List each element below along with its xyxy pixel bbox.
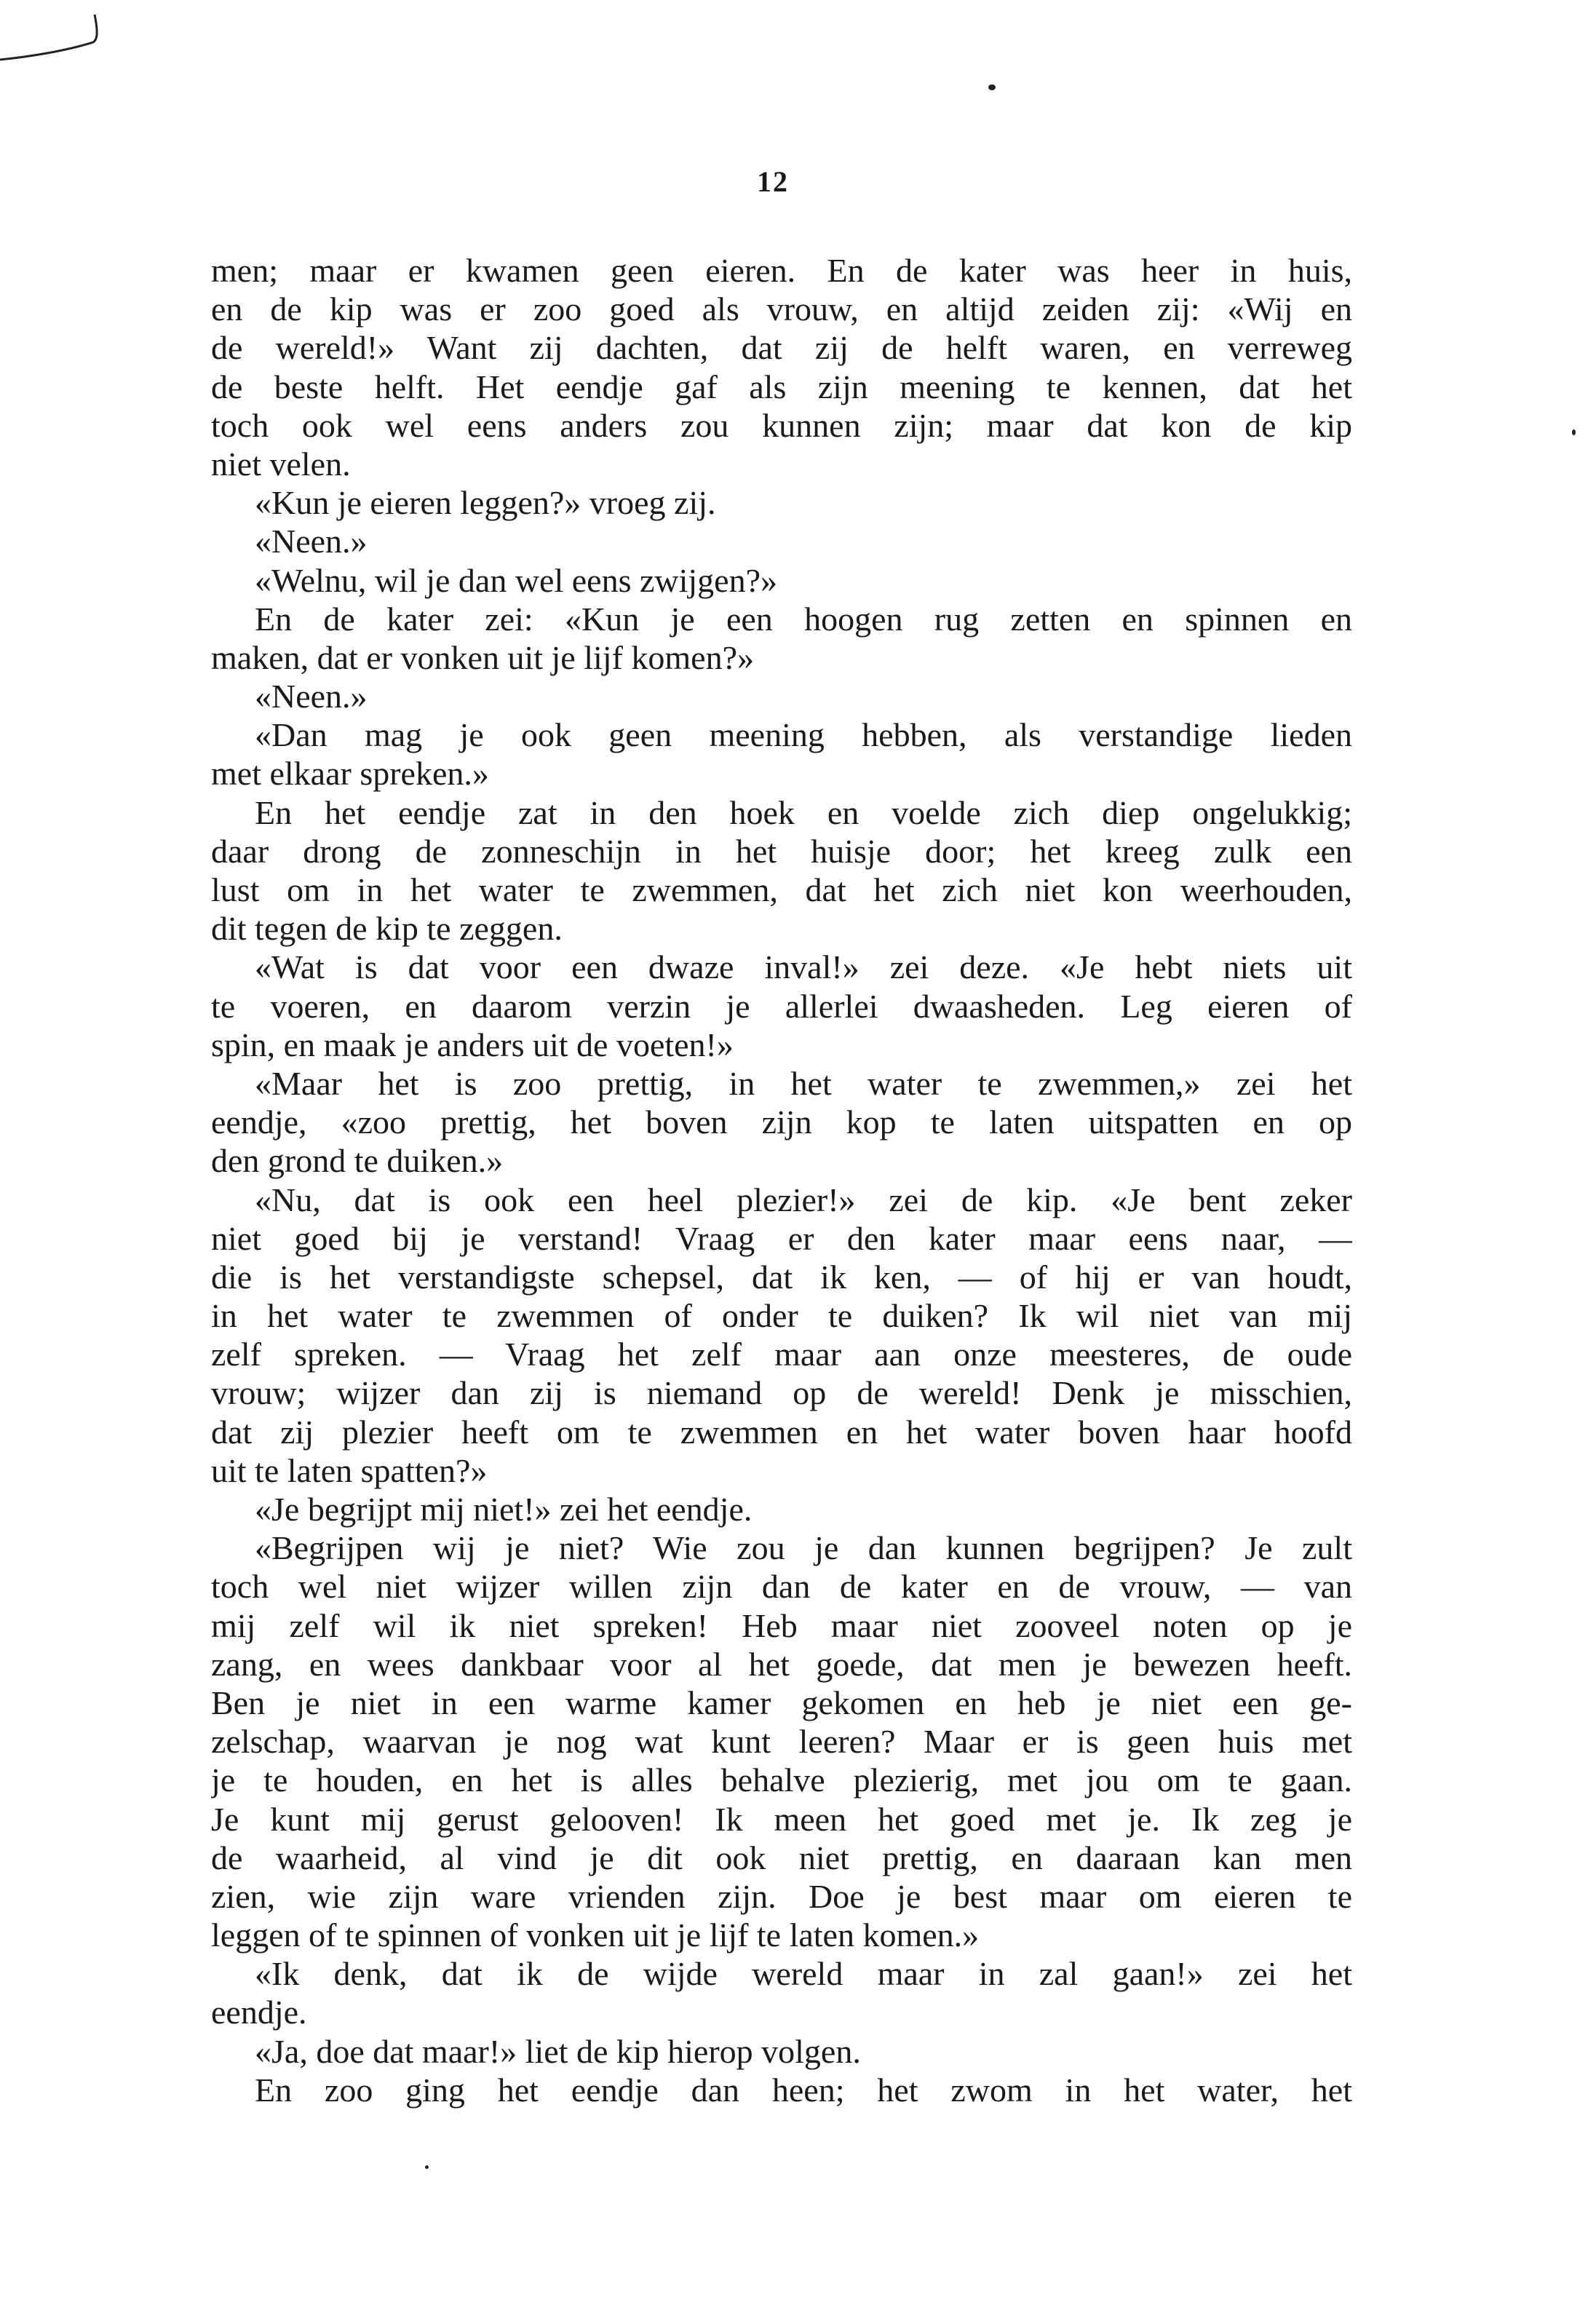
text-line: «Kun je eieren leggen?» vroeg zij. bbox=[255, 484, 716, 522]
ink-speck bbox=[988, 84, 996, 90]
text-line: in het water te zwemmen of onder te duiken? Ik wil niet van mij bbox=[211, 1297, 1352, 1335]
text-line: Ben je niet in een warme kamer gekomen en heb je niet een ge- bbox=[211, 1684, 1352, 1721]
text-line: «Neen.» bbox=[255, 523, 368, 560]
text-line: dat zij plezier heeft om te zwemmen en het water boven haar hoofd bbox=[211, 1413, 1352, 1451]
text-line: uit te laten spatten?» bbox=[211, 1451, 488, 1489]
text-line: je te houden, en het is alles behalve plezierig, met jou om te gaan. bbox=[211, 1761, 1352, 1799]
text-line: «Wat is dat voor een dwaze inval!» zei deze. «Je hebt niets uit bbox=[255, 948, 1352, 986]
text-line: den grond te duiken.» bbox=[211, 1142, 504, 1180]
text-line: «Ik denk, dat ik de wijde wereld maar in zal gaan!» zei het bbox=[255, 1955, 1352, 1993]
text-line: «Ja, doe dat maar!» liet de kip hierop volgen. bbox=[255, 2032, 861, 2070]
text-line: eendje, «zoo prettig, het boven zijn kop te laten uitspatten en op bbox=[211, 1103, 1352, 1141]
text-line: niet velen. bbox=[211, 445, 351, 483]
corner-pencil-mark bbox=[0, 0, 116, 73]
text-line: te voeren, en daarom verzin je allerlei dwaasheden. Leg eieren of bbox=[211, 987, 1352, 1025]
text-line: zien, wie zijn ware vrienden zijn. Doe je best maar om eieren te bbox=[211, 1877, 1352, 1915]
text-line: mij zelf wil ik niet spreken! Heb maar niet zooveel noten op je bbox=[211, 1606, 1352, 1644]
text-line: en de kip was er zoo goed als vrouw, en altijd zeiden zij: «Wij en bbox=[211, 290, 1352, 328]
text-line: zang, en wees dankbaar voor al het goede, dat men je bewezen heeft. bbox=[211, 1645, 1352, 1683]
text-line: lust om in het water te zwemmen, dat het zich niet kon weerhouden, bbox=[211, 871, 1352, 908]
text-line: vrouw; wijzer dan zij is niemand op de wereld! Denk je misschien, bbox=[211, 1374, 1352, 1412]
text-line: die is het verstandigste schepsel, dat ik ken, — of hij er van houdt, bbox=[211, 1258, 1352, 1296]
text-line: niet goed bij je verstand! Vraag er den kater maar eens naar, — bbox=[211, 1219, 1352, 1257]
text-line: En zoo ging het eendje dan heen; het zwom in het water, het bbox=[255, 2071, 1352, 2109]
text-line: zelf spreken. — Vraag het zelf maar aan onze meesteres, de oude bbox=[211, 1336, 1352, 1373]
text-line: «Neen.» bbox=[255, 678, 368, 715]
text-line: spin, en maak je anders uit de voeten!» bbox=[211, 1026, 734, 1063]
text-line: «Begrijpen wij je niet? Wie zou je dan kunnen begrijpen? Je zult bbox=[255, 1529, 1352, 1567]
body-text bbox=[211, 251, 1352, 2109]
text-line: Je kunt mij gerust gelooven! Ik meen het goed met je. Ik zeg je bbox=[211, 1800, 1352, 1838]
text-line: toch ook wel eens anders zou kunnen zijn; maar dat kon de kip bbox=[211, 406, 1352, 444]
text-line: En het eendje zat in den hoek en voelde zich diep ongelukkig; bbox=[255, 793, 1352, 831]
text-line: de beste helft. Het eendje gaf als zijn meening te kennen, dat het bbox=[211, 368, 1352, 405]
text-line: met elkaar spreken.» bbox=[211, 755, 489, 793]
ink-speck bbox=[1572, 429, 1576, 435]
text-line: En de kater zei: «Kun je een hoogen rug zetten en spinnen en bbox=[255, 600, 1352, 638]
text-line: toch wel niet wijzer willen zijn dan de kater en de vrouw, — van bbox=[211, 1568, 1352, 1606]
text-line: de waarheid, al vind je dit ook niet prettig, en daaraan kan men bbox=[211, 1839, 1352, 1876]
text-line: daar drong de zonneschijn in het huisje door; het kreeg zulk een bbox=[211, 832, 1352, 870]
text-line: dit tegen de kip te zeggen. bbox=[211, 910, 563, 948]
text-line: maken, dat er vonken uit je lijf komen?» bbox=[211, 638, 754, 676]
text-line: eendje. bbox=[211, 1994, 307, 2031]
ink-speck bbox=[425, 2165, 429, 2169]
text-line: «Dan mag je ook geen meening hebben, als verstandige lieden bbox=[255, 716, 1352, 754]
text-line: «Maar het is zoo prettig, in het water te zwemmen,» zei het bbox=[255, 1064, 1352, 1102]
page-number: 12 bbox=[757, 165, 789, 198]
text-line: «Welnu, wil je dan wel eens zwijgen?» bbox=[255, 561, 778, 599]
text-line: de wereld!» Want zij dachten, dat zij de helft waren, en verreweg bbox=[211, 329, 1352, 367]
text-line: «Je begrijpt mij niet!» zei het eendje. bbox=[255, 1491, 753, 1528]
text-line: leggen of te spinnen of vonken uit je lijf te laten komen.» bbox=[211, 1916, 980, 1954]
text-line: zelschap, waarvan je nog wat kunt leeren? Maar er is geen huis met bbox=[211, 1723, 1352, 1761]
text-line: men; maar er kwamen geen eieren. En de kater was heer in huis, bbox=[211, 252, 1352, 289]
text-line: «Nu, dat is ook een heel plezier!» zei de kip. «Je bent zeker bbox=[255, 1181, 1352, 1218]
